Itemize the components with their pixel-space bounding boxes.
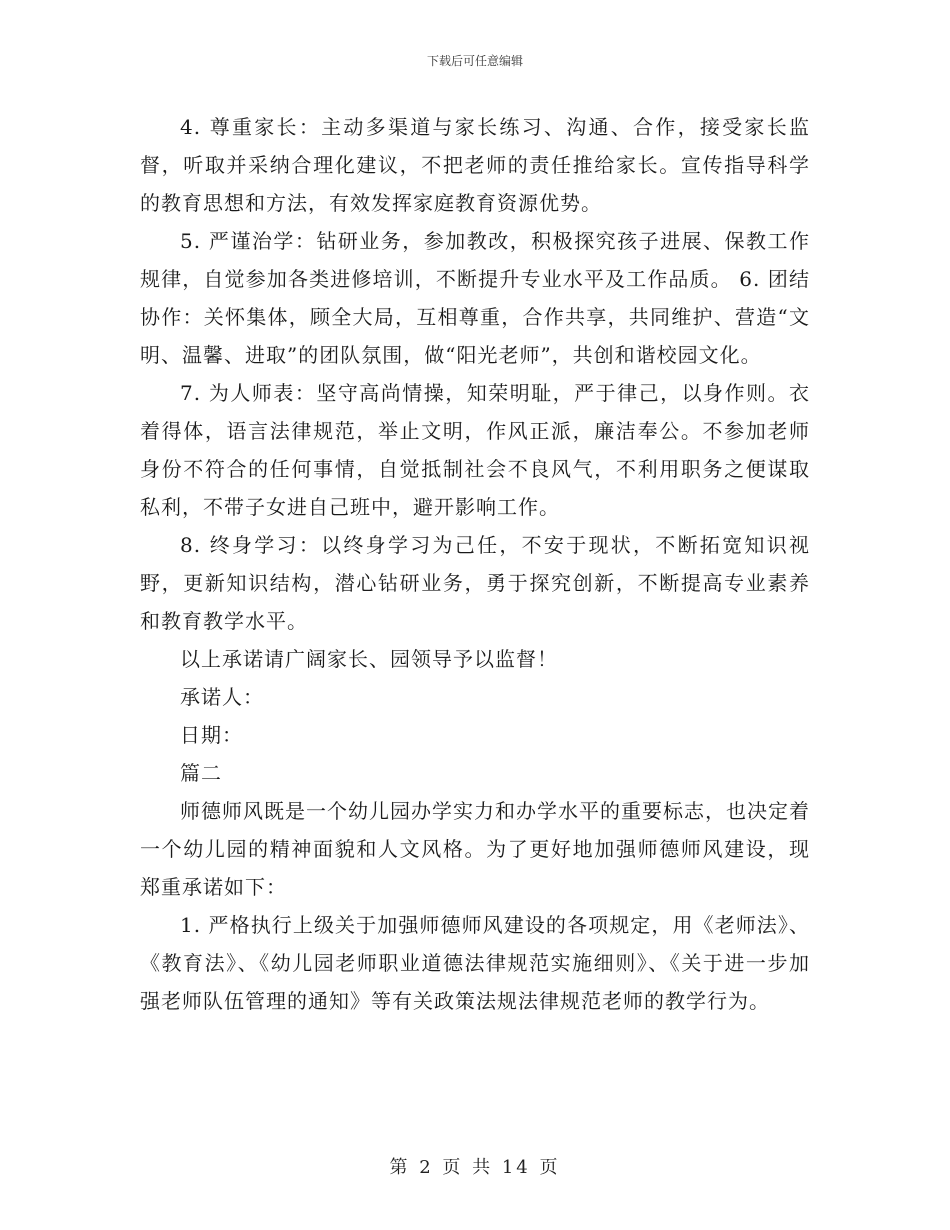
signature-line: 承诺人： — [180, 685, 264, 709]
document-body — [140, 108, 810, 1020]
paragraph-intro: 师德师风既是一个幼儿园办学实力和办学水平的重要标志，也决定着一个幼儿园的精神面貌和人文风格。为了更好地加强师德师风建设，现郑重承诺如下： — [140, 799, 810, 899]
page-header: 下载后可任意编辑 — [426, 54, 523, 68]
paragraph-item-1: 1. 严格执行上级关于加强师德师风建设的各项规定，用《老师法》、《教育法》、《幼儿园老师职业道德法律规范实施细则》、《关于进一步加强老师队伍管理的通知》等有关政策法规法律规范老师的教学行为。 — [140, 913, 810, 1013]
section-heading: 篇二 — [180, 761, 222, 785]
paragraph-role-model: 7. 为人师表：坚守高尚情操，知荣明耻，严于律己，以身作则。衣着得体，语言法律规范，举止文明，作风正派，廉洁奉公。不参加老师身份不符合的任何事情，自觉抵制社会不良风气，不利用职务之便谋取私利，不带子女进自己班中，避开影响工作。 — [140, 381, 810, 519]
page-footer: 第 2 页 共 14 页 — [389, 1157, 561, 1178]
paragraph-rigorous-study: 5. 严谨治学：钻研业务，参加教改，积极探究孩子进展、保教工作规律，自觉参加各类进修培训，不断提升专业水平及工作品质。 6. 团结协作：关怀集体，顾全大局，互相尊重，合作共享，共同维护、营造“文明、温馨、进取”的团队氛围，做“阳光老师”，共创和谐校园文化。 — [140, 229, 810, 367]
paragraph-supervision-request: 以上承诺请广阔家长、园领导予以监督！ — [180, 647, 558, 671]
paragraph-lifelong-learning: 8. 终身学习：以终身学习为己任，不安于现状，不断拓宽知识视野，更新知识结构，潜心钻研业务，勇于探究创新，不断提高专业素养和教育教学水平。 — [140, 533, 810, 633]
paragraph-respect-parents: 4. 尊重家长：主动多渠道与家长练习、沟通、合作，接受家长监督，听取并采纳合理化建议，不把老师的责任推给家长。宣传指导科学的教育思想和方法，有效发挥家庭教育资源优势。 — [140, 115, 810, 215]
date-line: 日期： — [180, 723, 243, 747]
